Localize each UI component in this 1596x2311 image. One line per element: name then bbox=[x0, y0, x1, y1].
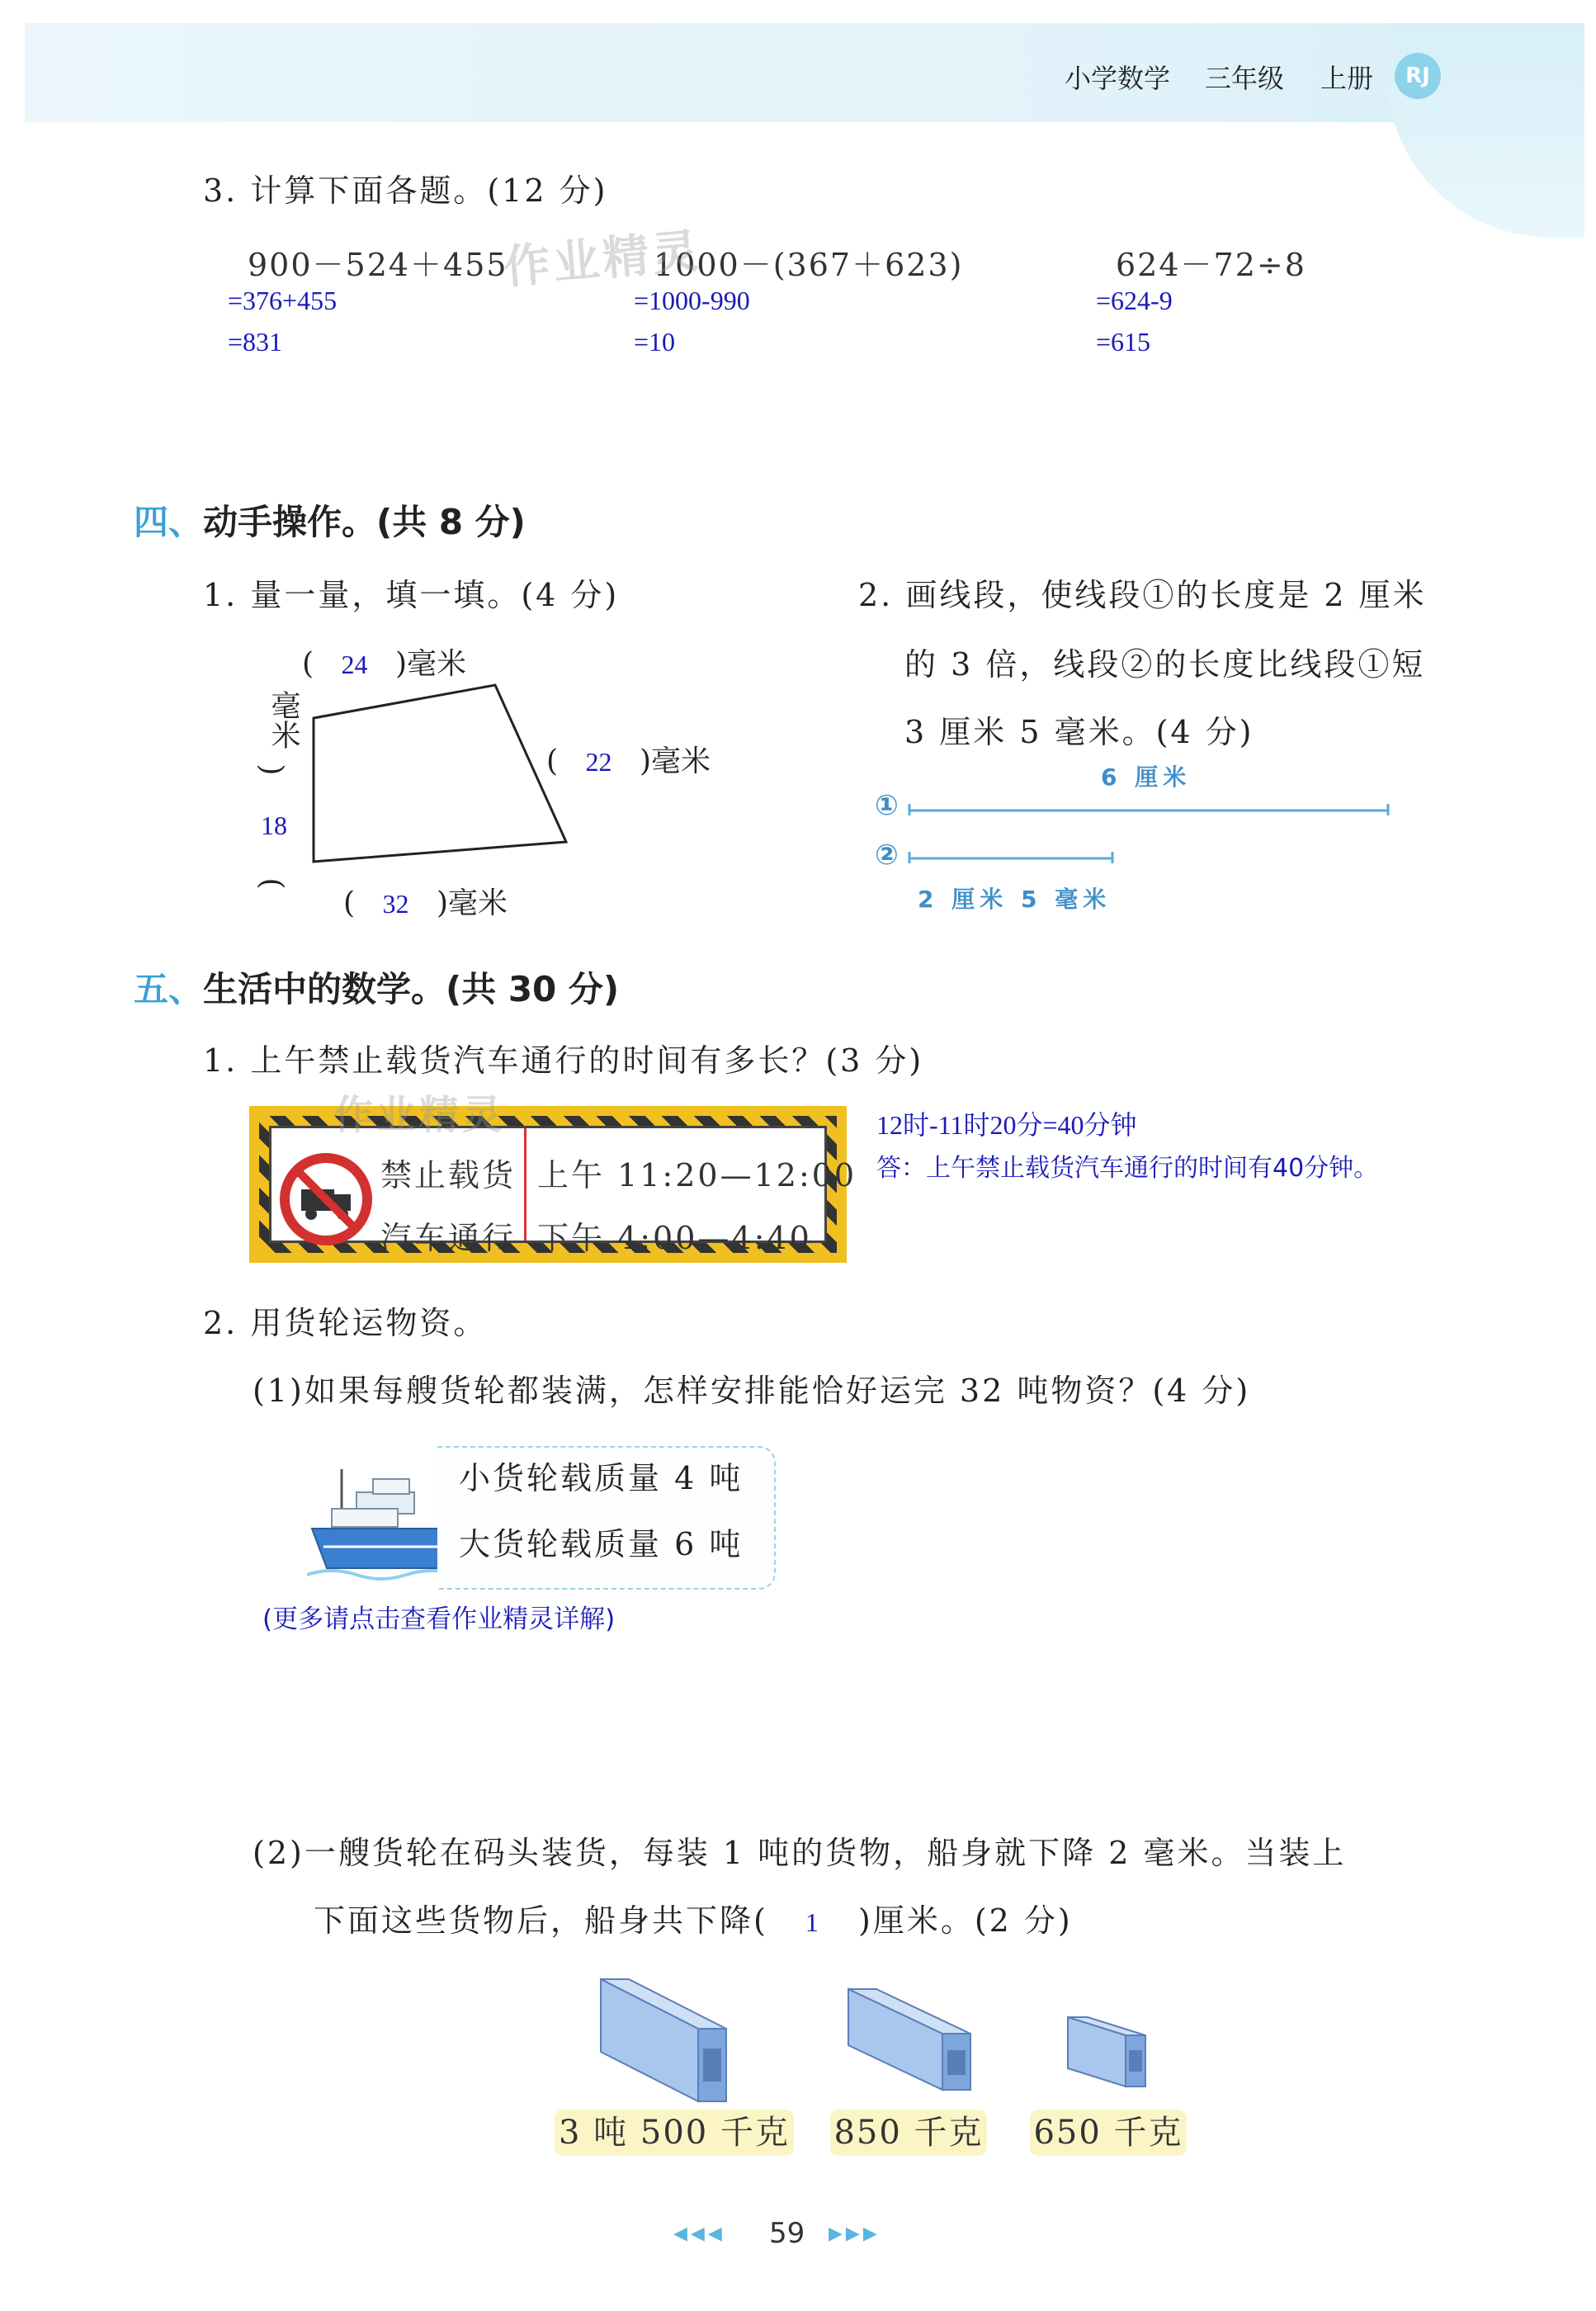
q3-expr-1: 900－524＋455 bbox=[248, 247, 508, 283]
q3-expr-3: 624－72÷8 bbox=[1116, 247, 1306, 283]
sign-right-line2: 下午 4:00—4:40 bbox=[537, 1220, 812, 1256]
q3-step-2a: =1000-990 bbox=[634, 286, 750, 315]
no-truck-icon bbox=[278, 1151, 374, 1247]
s4-q1-title: 1. 量一量，填一填。(4 分) bbox=[203, 577, 620, 613]
s5-q2-title: 2. 用货轮运物资。 bbox=[203, 1305, 488, 1341]
q3-step-3b: =615 bbox=[1096, 327, 1151, 357]
section4-title: 动手操作。(共 8 分) bbox=[203, 502, 526, 542]
s4-q2-line1: 2. 画线段，使线段①的长度是 2 厘米 bbox=[858, 577, 1427, 613]
paren-open: ( bbox=[546, 744, 559, 778]
paren-close-unit: )毫米 bbox=[394, 647, 466, 681]
traffic-sign-panel bbox=[269, 1126, 857, 1256]
q3-title: 3. 计算下面各题。(12 分) bbox=[203, 172, 608, 209]
q3-step-1b: =831 bbox=[228, 327, 283, 357]
sign-divider bbox=[524, 1128, 526, 1241]
paren-close-unit: )毫米 bbox=[436, 886, 508, 920]
s5-q1-answer-calc: 12时-11时20分=40分钟 bbox=[876, 1110, 1137, 1140]
s5-q2-sub2-line2 bbox=[314, 1895, 1073, 1940]
s5-q2-sub1: (1)如果每艘货轮都装满，怎样安排能恰好运完 32 吨物资？(4 分) bbox=[253, 1373, 1251, 1409]
paren-close-unit: )毫米 bbox=[639, 744, 711, 778]
q3-step-1a: =376+455 bbox=[228, 286, 338, 315]
watermark-sign: 作业精灵 bbox=[333, 1092, 506, 1138]
watermark-top: 作业精灵 bbox=[502, 224, 704, 295]
edition-badge: RJ bbox=[1395, 53, 1441, 99]
q3-step-3a: =624-9 bbox=[1096, 286, 1173, 315]
sub2-prefix: 下面这些货物后，船身共下降( bbox=[314, 1902, 768, 1939]
quad-left-paren-open: ( bbox=[254, 877, 289, 890]
seg2-marker: ② bbox=[875, 839, 904, 872]
q3-step-2b: =10 bbox=[634, 327, 676, 357]
s4-q2-line3: 3 厘米 5 毫米。(4 分) bbox=[904, 714, 1254, 750]
more-details-link[interactable]: (更多请点击查看作业精灵详解) bbox=[262, 1604, 616, 1634]
quad-bottom-answer: 32 bbox=[382, 889, 409, 919]
section4-num: 四、 bbox=[134, 502, 204, 542]
quad-top-answer: 24 bbox=[341, 650, 368, 679]
header-volume: 上册 bbox=[1320, 63, 1374, 94]
quad-right-answer: 22 bbox=[585, 747, 612, 777]
sign-left-line2: 汽车通行 bbox=[380, 1220, 517, 1256]
sub2-answer: 1 bbox=[805, 1907, 821, 1937]
container-small-icon bbox=[1065, 2014, 1149, 2090]
seg2-length-label: 2 厘米 5 毫米 bbox=[918, 886, 1112, 913]
s5-q1-answer-text: 答：上午禁止载货汽车通行的时间有40分钟。 bbox=[876, 1154, 1379, 1183]
sign-right-line1: 上午 11:20—12:00 bbox=[537, 1157, 857, 1193]
section5-title: 生活中的数学。(共 30 分) bbox=[203, 969, 620, 1009]
sub2-suffix: )厘米。(2 分) bbox=[858, 1902, 1073, 1939]
section5-num: 五、 bbox=[134, 969, 204, 1009]
container-large-icon bbox=[596, 1974, 731, 2106]
paren-open: ( bbox=[302, 647, 314, 681]
next-arrows-icon: ▶▶▶ bbox=[829, 2224, 881, 2244]
quad-bottom-label bbox=[343, 880, 508, 922]
sign-left-line1: 禁止载货 bbox=[380, 1157, 517, 1193]
weight-label-1: 3 吨 500 千克 bbox=[555, 2110, 794, 2156]
segment-1 bbox=[906, 791, 1393, 824]
small-ship-capacity: 小货轮载质量 4 吨 bbox=[459, 1460, 744, 1496]
quad-left-answer: 18 bbox=[261, 811, 287, 840]
quad-right-label bbox=[546, 738, 711, 780]
section5-heading bbox=[134, 962, 619, 1012]
quad-left-paren-close: ) bbox=[254, 763, 289, 776]
quadrilateral-figure bbox=[305, 677, 578, 875]
s5-q1-title: 1. 上午禁止载货汽车通行的时间有多长？(3 分) bbox=[203, 1042, 924, 1079]
prev-arrows-icon: ◀◀◀ bbox=[673, 2224, 725, 2244]
quad-left-unit: 毫米 bbox=[267, 690, 300, 749]
paren-open: ( bbox=[343, 886, 356, 920]
weight-label-3: 650 千克 bbox=[1030, 2110, 1187, 2156]
s4-q2-line2: 的 3 倍，线段②的长度比线段①短 bbox=[904, 646, 1426, 683]
header-subject: 小学数学 bbox=[1065, 63, 1171, 94]
container-medium-icon bbox=[843, 1984, 975, 2096]
section4-heading bbox=[134, 495, 526, 545]
segment-2 bbox=[906, 840, 1121, 873]
page-number: 59 bbox=[769, 2217, 805, 2250]
weight-label-2: 850 千克 bbox=[830, 2110, 987, 2156]
quadrilateral-shape bbox=[314, 685, 566, 862]
header-grade: 三年级 bbox=[1205, 63, 1285, 94]
quad-top-label bbox=[302, 640, 466, 683]
q3-expr-2: 1000－(367＋623) bbox=[654, 247, 964, 283]
seg1-length-label: 6 厘米 bbox=[1101, 763, 1192, 791]
seg1-marker: ① bbox=[875, 789, 904, 822]
s5-q2-sub2-line1: (2)一艘货轮在码头装货，每装 1 吨的货物，船身就下降 2 毫米。当装上 bbox=[253, 1835, 1347, 1871]
big-ship-capacity: 大货轮载质量 6 吨 bbox=[459, 1526, 744, 1562]
